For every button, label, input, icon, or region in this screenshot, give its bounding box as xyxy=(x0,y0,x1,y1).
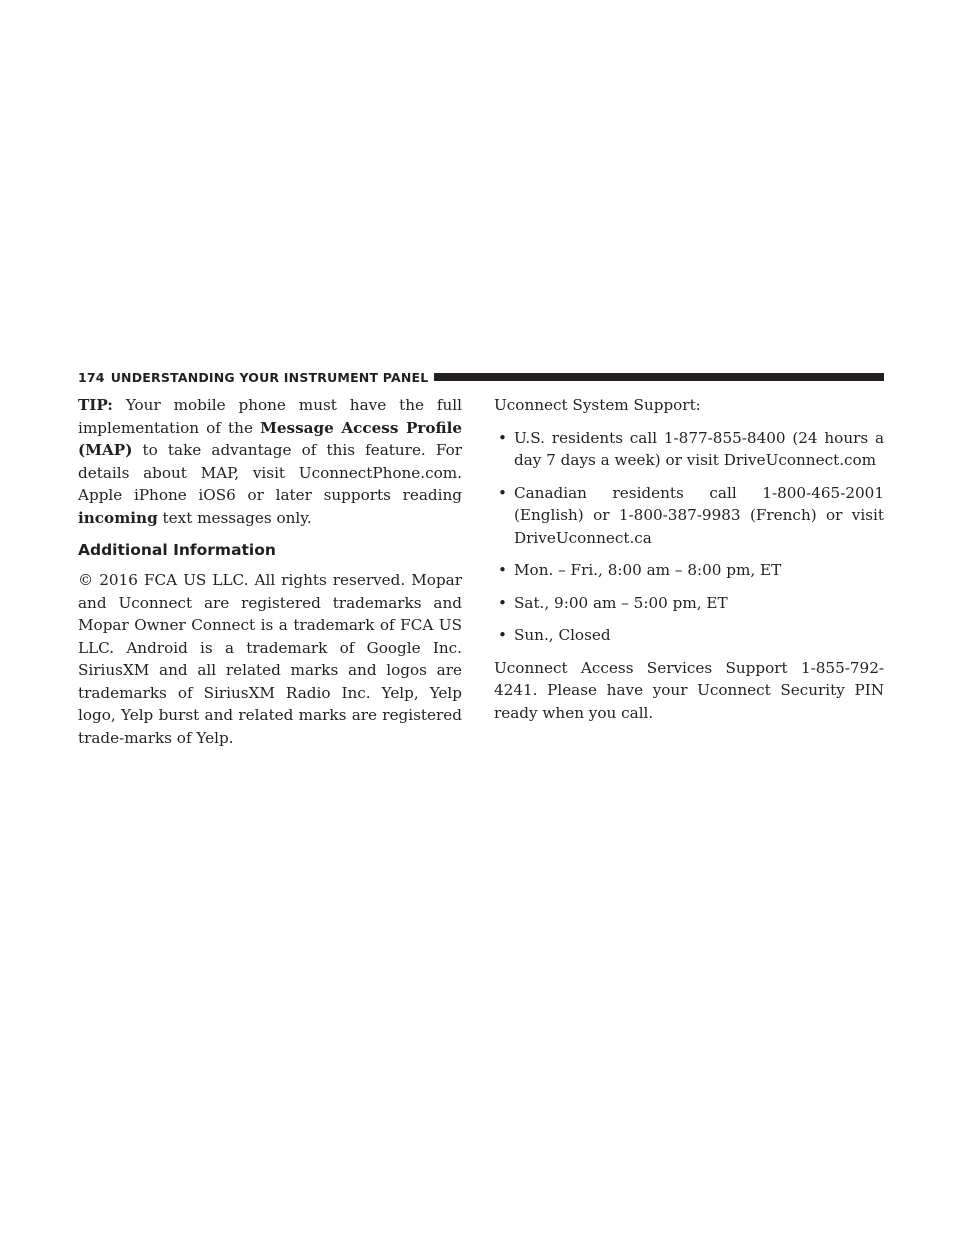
tip-text-2: to take advantage of this feature. For details about MAP, visit UconnectPhone.com. Apple iPhone iOS6 or later supports reading xyxy=(78,441,462,504)
tip-label: TIP: xyxy=(78,396,113,414)
list-item xyxy=(494,559,884,582)
left-column xyxy=(78,394,462,749)
list-item-text: Mon. – Fri., 8:00 am – 8:00 pm, ET xyxy=(514,561,782,579)
bullet-icon: • xyxy=(498,593,507,612)
support-list xyxy=(494,427,884,647)
section-title: UNDERSTANDING YOUR INSTRUMENT PANEL xyxy=(110,369,429,385)
right-column xyxy=(494,394,884,724)
tip-text-1: Your mobile phone must have the full implementation of the xyxy=(78,396,462,437)
tip-paragraph xyxy=(78,394,462,529)
support-label: Uconnect System Support: xyxy=(494,396,701,414)
running-header xyxy=(78,369,884,385)
bullet-icon: • xyxy=(498,626,507,644)
tip-bold-incoming: incoming xyxy=(78,508,158,527)
closing-paragraph: Uconnect Access Services Support 1-855-792-4241. Please have your Uconnect Security PIN ready when you call. xyxy=(494,658,884,722)
tip-bold-map: Message Access Profile (MAP) xyxy=(78,418,462,459)
list-item xyxy=(494,624,884,647)
list-item-text: Canadian residents call 1-800-465-2001 (English) or 1-800-387-9983 (French) or visit DriveUconnect.ca xyxy=(514,483,884,547)
list-item-text: Sat., 9:00 am – 5:00 pm, ET xyxy=(514,593,728,612)
bullet-icon: • xyxy=(498,428,507,447)
page-number: 174 xyxy=(78,369,105,385)
legal-paragraph: © 2016 FCA US LLC. All rights reserved. Mopar and Uconnect are registered trademarks and Mopar Owner Connect is a trademark of FCA US LLC. Android is a trademark of Google Inc. SiriusXM and all related marks and logos are trademarks of SiriusXM Radio Inc. Yelp, Yelp logo, Yelp burst and related marks are registered trade-marks of Yelp. xyxy=(78,571,462,747)
list-item xyxy=(494,427,884,472)
bullet-icon: • xyxy=(498,483,507,502)
list-item xyxy=(494,592,884,615)
section-heading: Additional Information xyxy=(78,541,276,559)
header-rule xyxy=(434,373,884,381)
tip-text-3: text messages only. xyxy=(162,508,312,527)
list-item-text: Sun., Closed xyxy=(514,626,611,644)
list-item-text: U.S. residents call 1-877-855-8400 (24 hours a day 7 days a week) or visit DriveUconnect.com xyxy=(514,428,884,469)
bullet-icon: • xyxy=(498,561,507,579)
list-item xyxy=(494,482,884,550)
